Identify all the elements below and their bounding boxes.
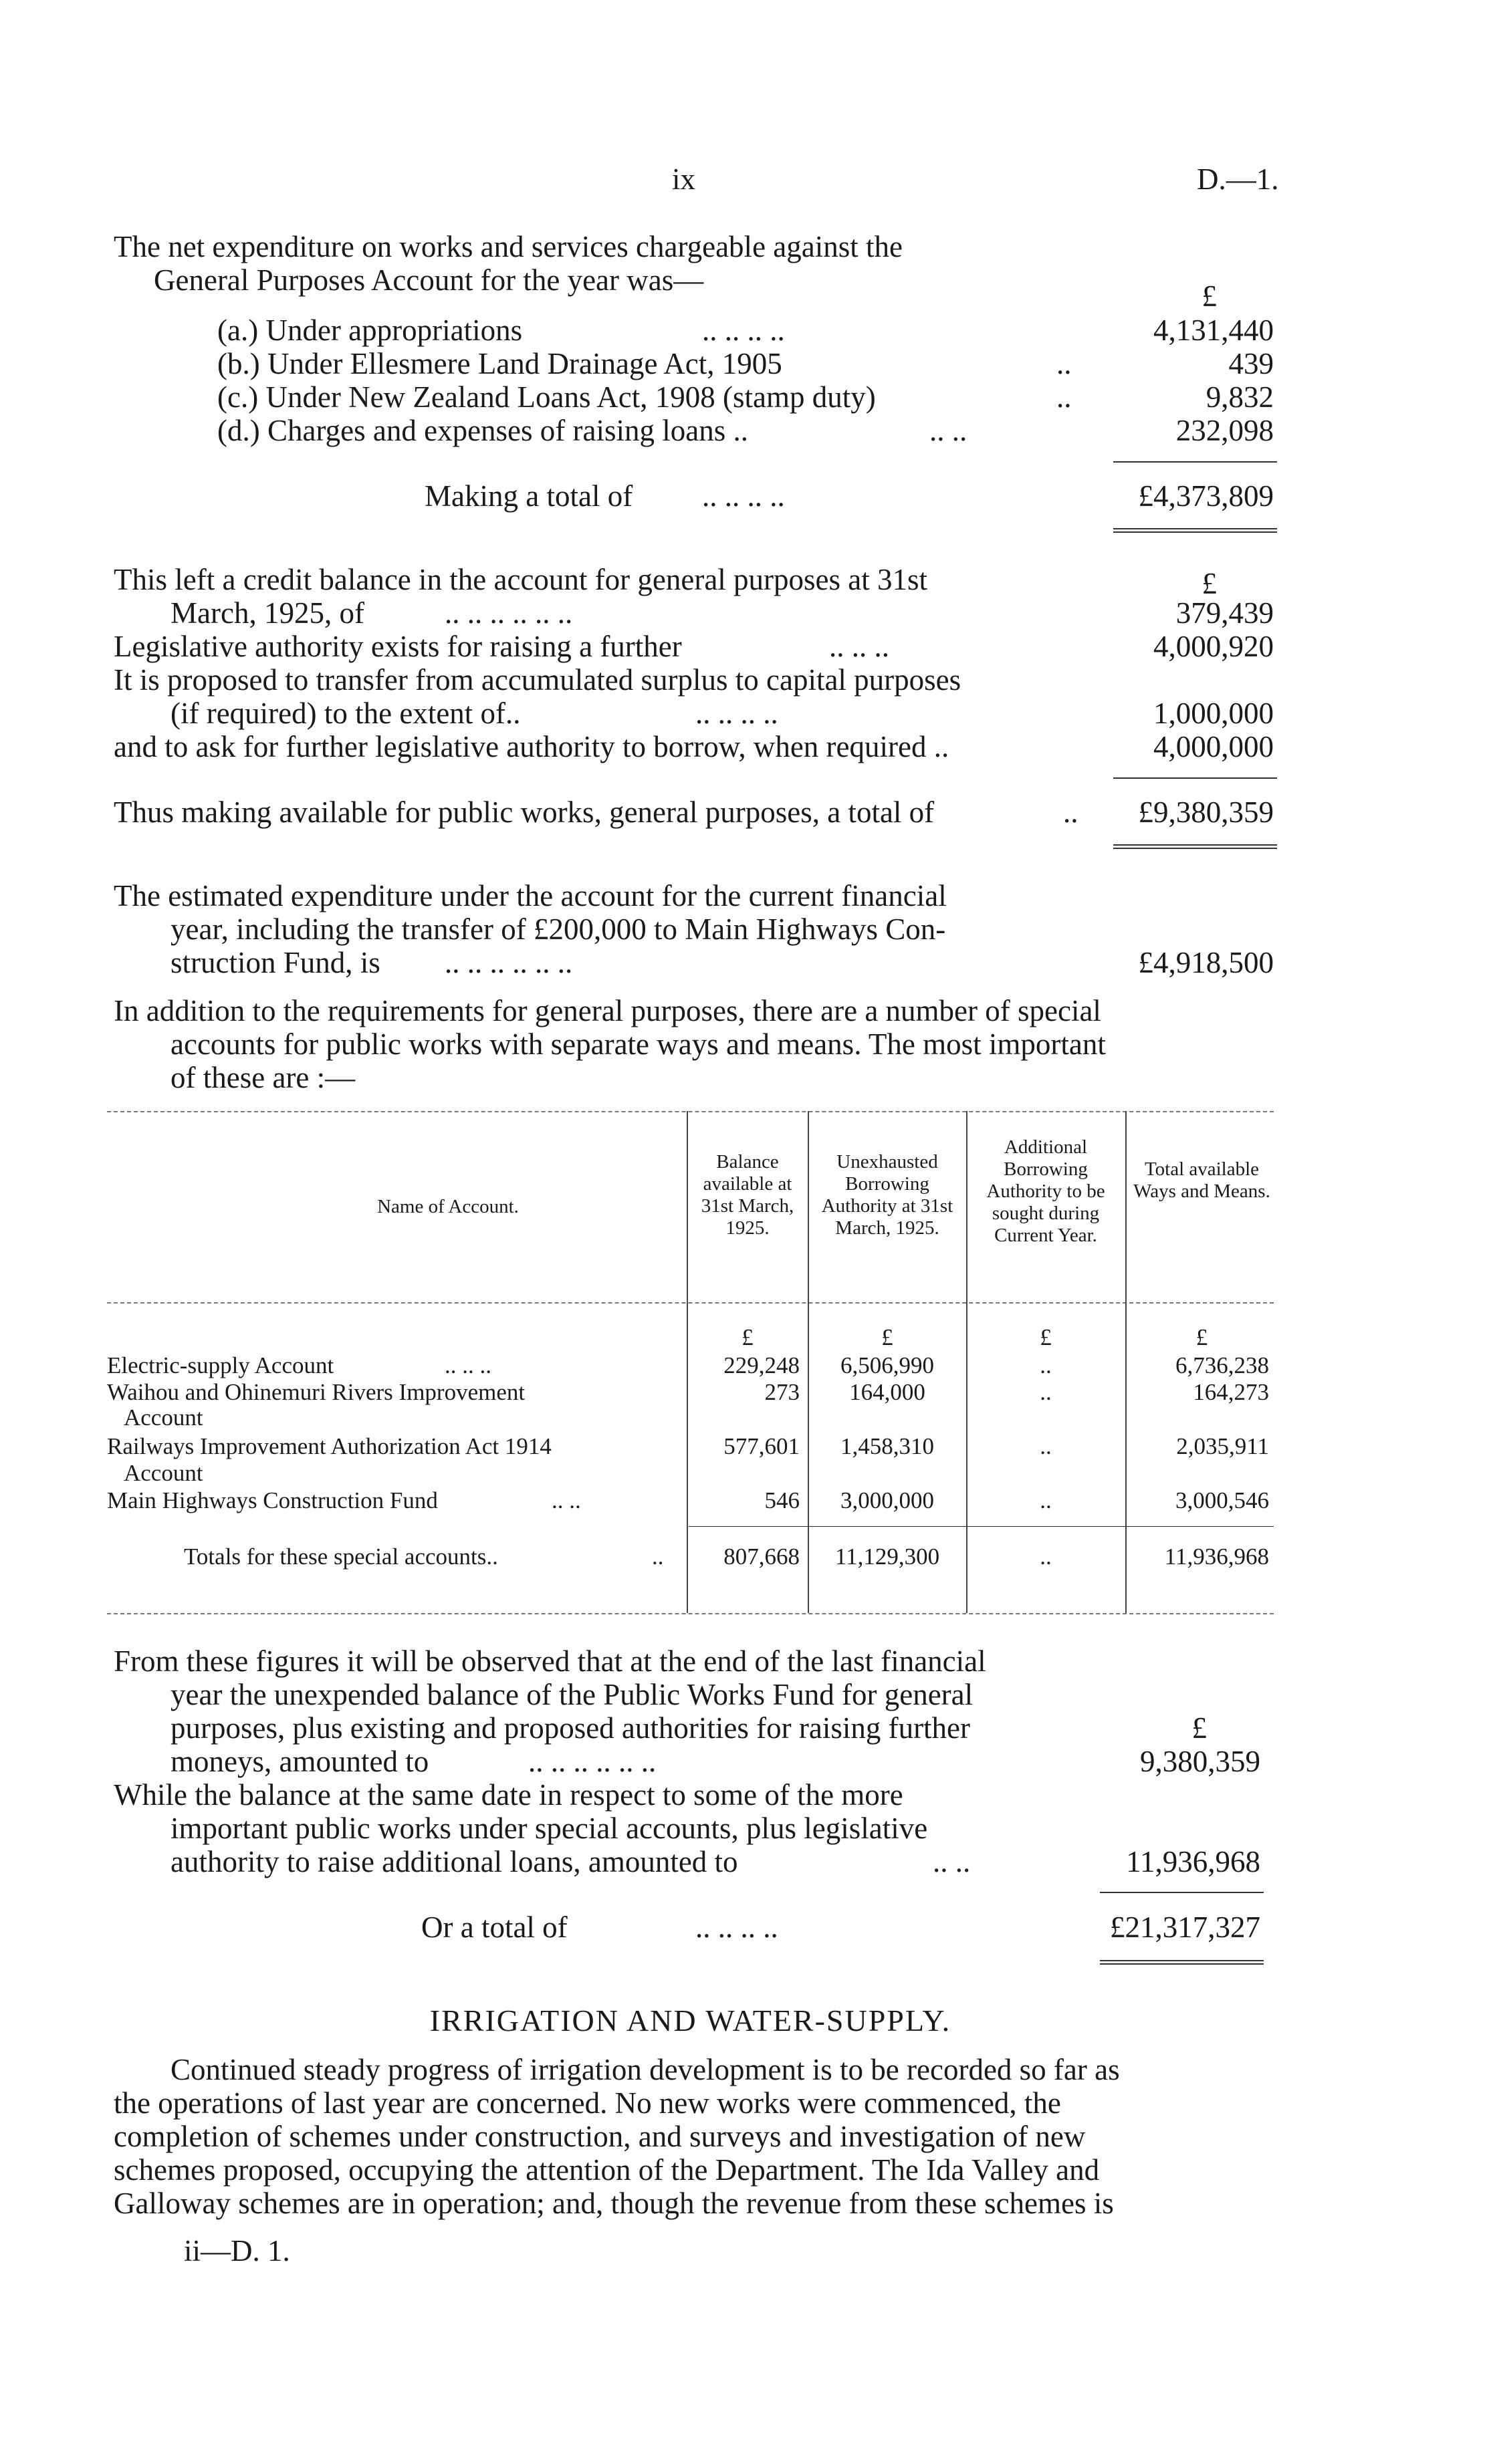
expenditure-item-amount: 4,131,440 — [1153, 314, 1274, 347]
balance-cell: 577,601 — [723, 1433, 800, 1459]
account-name: Main Highways Construction Fund — [107, 1487, 438, 1513]
observed-total-amount: £21,317,327 — [1110, 1911, 1260, 1944]
page-reference: D.—1. — [1197, 162, 1279, 196]
currency-symbol: £ — [1040, 1324, 1052, 1350]
credit-line-1: This left a credit balance in the account for general purposes at 31st — [114, 563, 928, 596]
additional-cell: .. — [1040, 1433, 1052, 1459]
credit-line-5: (if required) to the extent of.. — [170, 697, 521, 730]
dot-leaders: .. .. — [552, 1487, 581, 1513]
credit-amount: 379,439 — [1175, 596, 1274, 630]
credit-line-2: March, 1925, of — [170, 596, 364, 630]
column-divider — [1125, 1111, 1127, 1613]
dot-leaders: .. .. .. — [445, 1352, 491, 1378]
expenditure-item-label: (a.) Under appropriations — [217, 314, 523, 347]
dot-leaders: .. .. .. .. — [695, 1911, 778, 1944]
observed-amount: 11,936,968 — [1126, 1845, 1260, 1878]
dot-leaders: .. — [1056, 347, 1072, 380]
expenditure-total-amount: £4,373,809 — [1138, 479, 1274, 513]
account-name-continued: Account — [124, 1404, 203, 1431]
totals-unexhausted: 11,129,300 — [834, 1544, 940, 1570]
total-double-rule — [1113, 844, 1277, 849]
total-cell: 2,035,911 — [1176, 1433, 1269, 1459]
account-name: Railways Improvement Authorization Act 1914 — [107, 1433, 552, 1459]
observed-line-3: purposes, plus existing and proposed authorities for raising further — [170, 1711, 971, 1745]
page-number: ix — [672, 162, 696, 196]
subtotal-rule — [1113, 461, 1277, 463]
unexhausted-cell: 164,000 — [849, 1379, 925, 1405]
addition-line-2: accounts for public works with separate ways and means. The most important — [170, 1027, 1106, 1061]
credit-amount: 4,000,000 — [1153, 730, 1274, 763]
total-cell: 6,736,238 — [1175, 1352, 1269, 1378]
paragraph-line: Galloway schemes are in operation; and, though the revenue from these schemes is — [114, 2187, 1114, 2220]
total-double-rule — [1113, 528, 1277, 533]
additional-cell: .. — [1040, 1379, 1052, 1405]
column-divider — [687, 1111, 688, 1613]
section-heading: IRRIGATION AND WATER-SUPPLY. — [429, 2003, 951, 2038]
currency-symbol: £ — [1202, 279, 1217, 313]
observed-line-1: From these figures it will be observed that at the end of the last financial — [114, 1644, 986, 1678]
subtotal-rule — [1113, 777, 1277, 779]
estimate-line-3: struction Fund, is — [170, 946, 380, 979]
estimate-line-2: year, including the transfer of £200,000 to Main Highways Con- — [170, 912, 946, 946]
expenditure-item-amount: 9,832 — [1206, 380, 1274, 414]
dot-leaders: .. — [1056, 380, 1072, 414]
account-name: Waihou and Ohinemuri Rivers Improvement — [107, 1379, 526, 1405]
totals-label: Totals for these special accounts.. — [184, 1544, 498, 1570]
dot-leaders: .. .. — [933, 1845, 971, 1878]
table-top-rule — [107, 1111, 1274, 1112]
expenditure-item-amount: 439 — [1228, 347, 1274, 380]
dot-leaders: .. .. .. .. — [702, 314, 785, 347]
dot-leaders: .. .. .. .. .. .. — [445, 946, 573, 979]
paragraph-line: the operations of last year are concerned. No new works were commenced, the — [114, 2086, 1061, 2120]
dot-leaders: .. — [652, 1544, 664, 1570]
observed-amount: 9,380,359 — [1140, 1745, 1260, 1778]
table-header-rule — [107, 1302, 1274, 1304]
observed-line-4: moneys, amounted to — [170, 1745, 429, 1778]
credit-amount: 4,000,920 — [1153, 630, 1274, 663]
dot-leaders: .. .. .. .. — [702, 479, 785, 513]
credit-amount: 1,000,000 — [1153, 697, 1274, 730]
expenditure-item-label: (b.) Under Ellesmere Land Drainage Act, 1905 — [217, 347, 782, 380]
addition-line-1: In addition to the requirements for general purposes, there are a number of special — [114, 994, 1101, 1027]
dot-leaders: .. — [1063, 795, 1078, 829]
totals-balance: 807,668 — [723, 1544, 800, 1570]
paragraph-line: Continued steady progress of irrigation development is to be recorded so far as — [170, 2053, 1120, 2086]
expenditure-item-label: (d.) Charges and expenses of raising loans .. — [217, 414, 748, 447]
observed-line-6: important public works under special accounts, plus legislative — [170, 1812, 928, 1845]
unexhausted-cell: 1,458,310 — [840, 1433, 934, 1459]
expenditure-intro-line-1: The net expenditure on works and services chargeable against the — [114, 230, 903, 263]
column-header-name: Name of Account. — [377, 1196, 519, 1217]
balance-cell: 229,248 — [723, 1352, 800, 1378]
column-header-total: Total available Ways and Means. — [1133, 1158, 1270, 1202]
currency-symbol: £ — [741, 1324, 754, 1350]
balance-cell: 546 — [764, 1487, 800, 1513]
dot-leaders: .. .. .. .. .. .. — [528, 1745, 657, 1778]
subtotal-rule — [1100, 1892, 1264, 1893]
credit-line-4: It is proposed to transfer from accumulated surplus to capital purposes — [114, 663, 961, 697]
column-divider — [808, 1111, 809, 1613]
additional-cell: .. — [1040, 1487, 1052, 1513]
total-double-rule — [1100, 1960, 1264, 1965]
currency-symbol: £ — [1195, 1324, 1208, 1350]
estimate-amount: £4,918,500 — [1138, 946, 1274, 979]
balance-cell: 273 — [764, 1379, 800, 1405]
observed-line-5: While the balance at the same date in respect to some of the more — [114, 1778, 903, 1812]
account-name: Electric-supply Account — [107, 1352, 334, 1378]
column-divider — [966, 1111, 967, 1613]
currency-symbol: £ — [881, 1324, 893, 1350]
estimate-line-1: The estimated expenditure under the account for the current financial — [114, 879, 947, 912]
currency-symbol: £ — [1202, 567, 1217, 600]
credit-total-amount: £9,380,359 — [1138, 795, 1274, 829]
table-bottom-rule — [107, 1613, 1274, 1614]
totals-total: 11,936,968 — [1164, 1544, 1269, 1570]
observed-line-2: year the unexpended balance of the Public Works Fund for general — [170, 1678, 974, 1711]
dot-leaders: .. .. .. .. .. .. — [445, 596, 573, 630]
credit-line-6: and to ask for further legislative authority to borrow, when required .. — [114, 730, 949, 763]
column-header-balance: Balance available at 31st March, 1925. — [701, 1151, 794, 1239]
expenditure-item-label: (c.) Under New Zealand Loans Act, 1908 (stamp duty) — [217, 380, 876, 414]
dot-leaders: .. .. — [929, 414, 967, 447]
dot-leaders: .. .. .. .. — [695, 697, 778, 730]
dot-leaders: .. .. .. — [829, 630, 889, 663]
total-cell: 164,273 — [1193, 1379, 1269, 1405]
unexhausted-cell: 6,506,990 — [840, 1352, 934, 1378]
unexhausted-cell: 3,000,000 — [840, 1487, 934, 1513]
credit-line-3: Legislative authority exists for raising a further — [114, 630, 682, 663]
credit-total-label: Thus making available for public works, general purposes, a total of — [114, 795, 935, 829]
totals-additional: .. — [1040, 1544, 1052, 1570]
expenditure-intro-line-2: General Purposes Account for the year was— — [154, 263, 704, 297]
total-cell: 3,000,546 — [1175, 1487, 1269, 1513]
paragraph-line: schemes proposed, occupying the attention of the Department. The Ida Valley and — [114, 2153, 1100, 2187]
addition-line-3: of these are :— — [170, 1061, 356, 1094]
paragraph-line: completion of schemes under construction, and surveys and investigation of new — [114, 2120, 1086, 2153]
column-header-additional: Additional Borrowing Authority to be sought during Current Year. — [986, 1136, 1105, 1246]
page-signature: ii—D. 1. — [184, 2234, 290, 2267]
column-header-unexhausted: Unexhausted Borrowing Authority at 31st March, 1925. — [821, 1151, 953, 1239]
expenditure-total-label: Making a total of — [425, 479, 633, 513]
totals-rule — [689, 1526, 1274, 1527]
account-name-continued: Account — [124, 1460, 203, 1486]
observed-line-7: authority to raise additional loans, amounted to — [170, 1845, 738, 1878]
currency-symbol: £ — [1191, 1711, 1207, 1745]
expenditure-item-amount: 232,098 — [1175, 414, 1274, 447]
additional-cell: .. — [1040, 1352, 1052, 1378]
observed-total-label: Or a total of — [421, 1911, 568, 1944]
